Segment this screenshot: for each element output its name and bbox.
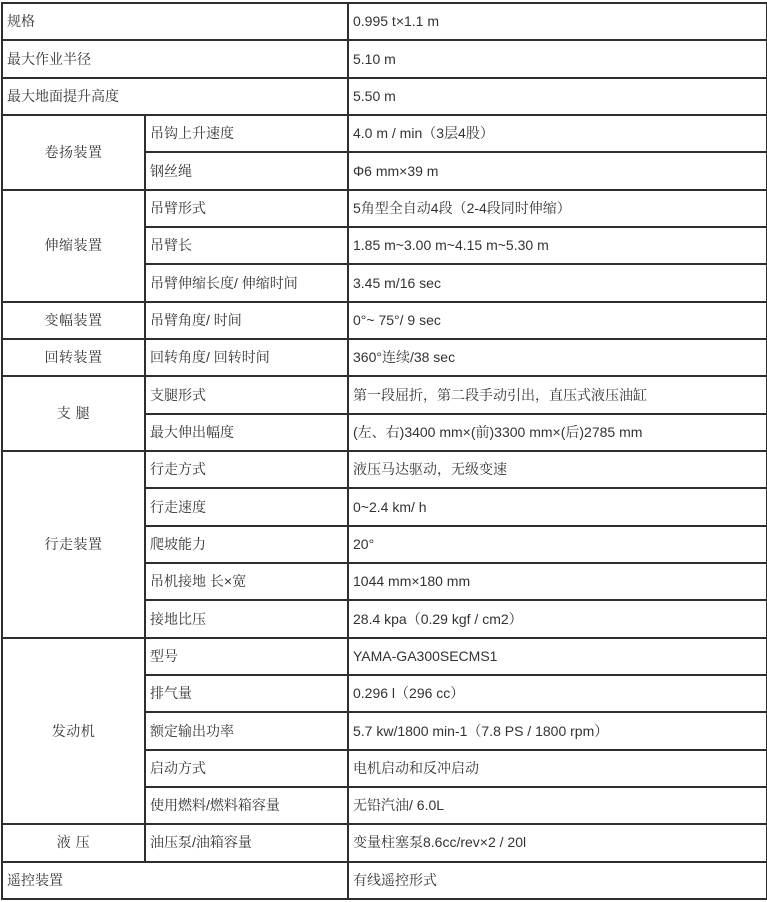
spec-value: 5.10 m [348, 40, 767, 77]
spec-label: 使用燃料/燃料箱容量 [145, 787, 348, 824]
spec-value: 1.85 m~3.00 m~4.15 m~5.30 m [348, 227, 767, 264]
spec-value: 4.0 m / min（3层4股） [348, 115, 767, 152]
spec-label: 额定输出功率 [145, 712, 348, 749]
spec-value: 第一段屈折，第二段手动引出，直压式液压油缸 [348, 376, 767, 413]
table-row [2, 302, 767, 339]
spec-label: 吊机接地 长×宽 [145, 563, 348, 600]
table-row [2, 638, 767, 675]
spec-label: 回转角度/ 回转时间 [145, 339, 348, 376]
table-row [2, 3, 767, 40]
spec-value: 3.45 m/16 sec [348, 264, 767, 301]
spec-value: 0.995 t×1.1 m [348, 3, 767, 40]
table-row [2, 339, 767, 376]
spec-value: 1044 mm×180 mm [348, 563, 767, 600]
spec-value: 5.50 m [348, 78, 767, 115]
spec-label: 排气量 [145, 675, 348, 712]
spec-value: 0.296 l（296 cc） [348, 675, 767, 712]
group-label-slewing: 回转装置 [2, 339, 145, 376]
group-label-outrigger: 支 腿 [2, 376, 145, 451]
table-row [2, 40, 767, 77]
spec-value: 5.7 kw/1800 min-1（7.8 PS / 1800 rpm） [348, 712, 767, 749]
table-row [2, 376, 767, 413]
spec-label: 启动方式 [145, 750, 348, 787]
spec-label: 吊臂形式 [145, 190, 348, 227]
spec-label: 油压泵/油箱容量 [145, 824, 348, 861]
spec-label: 最大作业半径 [2, 40, 348, 77]
spec-value: 液压马达驱动，无级变速 [348, 451, 767, 488]
spec-value: 电机启动和反冲启动 [348, 750, 767, 787]
spec-value: 5角型全自动4段（2-4段同时伸缩） [348, 190, 767, 227]
group-label-winch: 卷扬装置 [2, 115, 145, 190]
spec-label: 接地比压 [145, 600, 348, 637]
spec-label: 规格 [2, 3, 348, 40]
spec-label: 遥控装置 [2, 862, 348, 899]
spec-value: 0°~ 75°/ 9 sec [348, 302, 767, 339]
spec-label: 型号 [145, 638, 348, 675]
group-label-luffing: 变幅装置 [2, 302, 145, 339]
spec-table [1, 2, 767, 900]
table-row [2, 115, 767, 152]
spec-label: 最大地面提升高度 [2, 78, 348, 115]
spec-value: 28.4 kpa（0.29 kgf / cm2） [348, 600, 767, 637]
table-row [2, 451, 767, 488]
table-row [2, 862, 767, 899]
spec-label: 吊臂长 [145, 227, 348, 264]
table-row [2, 78, 767, 115]
spec-label: 爬坡能力 [145, 526, 348, 563]
spec-value: 变量柱塞泵8.6cc/rev×2 / 20l [348, 824, 767, 861]
spec-label: 支腿形式 [145, 376, 348, 413]
group-label-telescoping: 伸缩装置 [2, 190, 145, 302]
spec-label: 钢丝绳 [145, 152, 348, 189]
spec-value: YAMA-GA300SECMS1 [348, 638, 767, 675]
group-label-hydraulic: 液 压 [2, 824, 145, 861]
spec-value: 20° [348, 526, 767, 563]
spec-label: 吊钩上升速度 [145, 115, 348, 152]
group-label-travel: 行走装置 [2, 451, 145, 638]
spec-label: 最大伸出幅度 [145, 414, 348, 451]
spec-label: 行走方式 [145, 451, 348, 488]
spec-value: (左、右)3400 mm×(前)3300 mm×(后)2785 mm [348, 414, 767, 451]
group-label-engine: 发动机 [2, 638, 145, 825]
spec-value: Φ6 mm×39 m [348, 152, 767, 189]
spec-label: 吊臂角度/ 时间 [145, 302, 348, 339]
table-row [2, 824, 767, 861]
spec-value: 360°连续/38 sec [348, 339, 767, 376]
spec-value: 0~2.4 km/ h [348, 488, 767, 525]
spec-label: 吊臂伸缩长度/ 伸缩时间 [145, 264, 348, 301]
spec-label: 行走速度 [145, 488, 348, 525]
table-row [2, 190, 767, 227]
spec-value: 无铅汽油/ 6.0L [348, 787, 767, 824]
spec-value: 有线遥控形式 [348, 862, 767, 899]
